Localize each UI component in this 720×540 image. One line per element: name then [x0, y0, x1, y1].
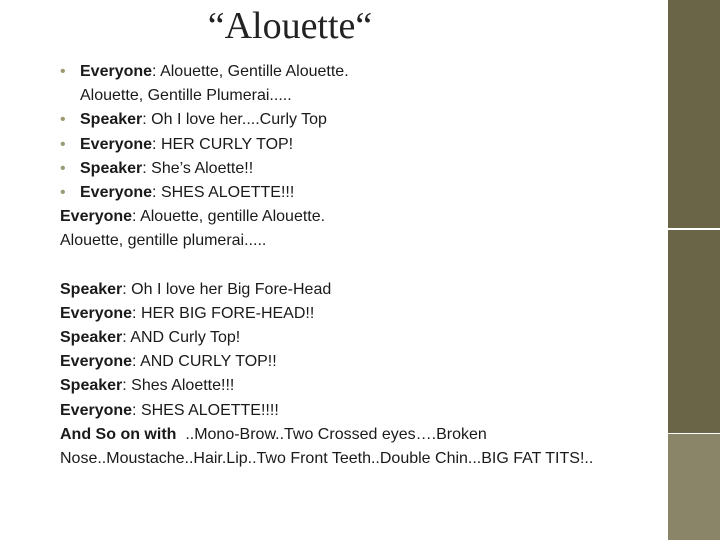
bullet-icon: • [60, 184, 66, 202]
line-text: AND CURLY TOP!! [140, 353, 277, 371]
speaker-label: Speaker [60, 377, 123, 395]
bullet-item: • Everyone: SHES ALOETTE!!! [60, 181, 660, 205]
line-text: Oh I love her Big Fore-Head [131, 280, 332, 298]
speaker-label: Speaker [60, 280, 123, 298]
speaker-label: Everyone [80, 184, 153, 202]
finale-lead: And So on with [60, 425, 177, 443]
exchange-line: Everyone: AND CURLY TOP!! [60, 353, 277, 371]
bullet-item: • Speaker: Oh I love her....Curly Top [60, 108, 660, 132]
bullet-item: • Speaker: She’s Aloette!! [60, 157, 660, 181]
speaker-label: Everyone [60, 208, 133, 226]
speaker-label: Everyone [60, 401, 133, 419]
refrain-continuation: Alouette, gentille plumerai..... [60, 232, 267, 250]
finale-paragraph [60, 423, 660, 471]
exchange-line: Speaker: Oh I love her Big Fore-Head [60, 280, 332, 298]
line-continuation: Alouette, Gentille Plumerai..... [80, 87, 292, 105]
speaker-label: Everyone [60, 353, 133, 371]
exchange-line: Everyone: HER BIG FORE-HEAD!! [60, 304, 315, 322]
line-text: HER CURLY TOP! [160, 135, 294, 153]
line-text: Alouette, gentille Alouette. [140, 208, 326, 226]
bullet-icon: • [60, 63, 66, 80]
sidebar-accent-block [668, 434, 720, 540]
exchange-line: Everyone: SHES ALOETTE!!!! [60, 401, 279, 419]
decorative-sidebar [668, 0, 720, 540]
line-text: HER BIG FORE-HEAD!! [140, 304, 315, 322]
bullet-icon: • [60, 159, 66, 177]
exchange-line: Speaker: Shes Aloette!!! [60, 377, 235, 395]
line-text: She’s Aloette!! [151, 159, 254, 177]
finale-text: ..Mono-Brow..Two Crossed eyes….Broken Nose..Moustache..Hair.Lip..Two Front Teeth..Double Chin...BIG FAT TITS!.. [60, 425, 594, 468]
line-text: SHES ALOETTE!!!! [140, 401, 279, 419]
speaker-label: Speaker [80, 159, 143, 177]
speaker-label: Everyone [80, 63, 153, 80]
speaker-label: Everyone [80, 135, 153, 153]
slide-body [60, 60, 660, 471]
speaker-label: Everyone [60, 304, 133, 322]
exchange-line: Speaker: AND Curly Top! [60, 329, 241, 347]
bullet-item: • Everyone: Alouette, Gentille Alouette. [60, 60, 660, 84]
bullet-icon: • [60, 111, 66, 129]
speaker-label: Speaker [80, 111, 143, 129]
bullet-item: • Everyone: HER CURLY TOP! [60, 133, 660, 157]
speaker-label: Speaker [60, 329, 123, 347]
bullet-icon: • [60, 135, 66, 153]
sidebar-divider [668, 228, 720, 230]
line-text: Alouette, Gentille Alouette. [160, 63, 349, 80]
slide-title: “Alouette“ [207, 5, 373, 47]
line-text: Shes Aloette!!! [131, 377, 235, 395]
line-text: Oh I love her....Curly Top [151, 111, 327, 129]
line-text: AND Curly Top! [130, 329, 241, 347]
refrain-line: Everyone: Alouette, gentille Alouette. [60, 208, 326, 226]
spacer [60, 254, 660, 278]
line-text: SHES ALOETTE!!! [160, 184, 295, 202]
